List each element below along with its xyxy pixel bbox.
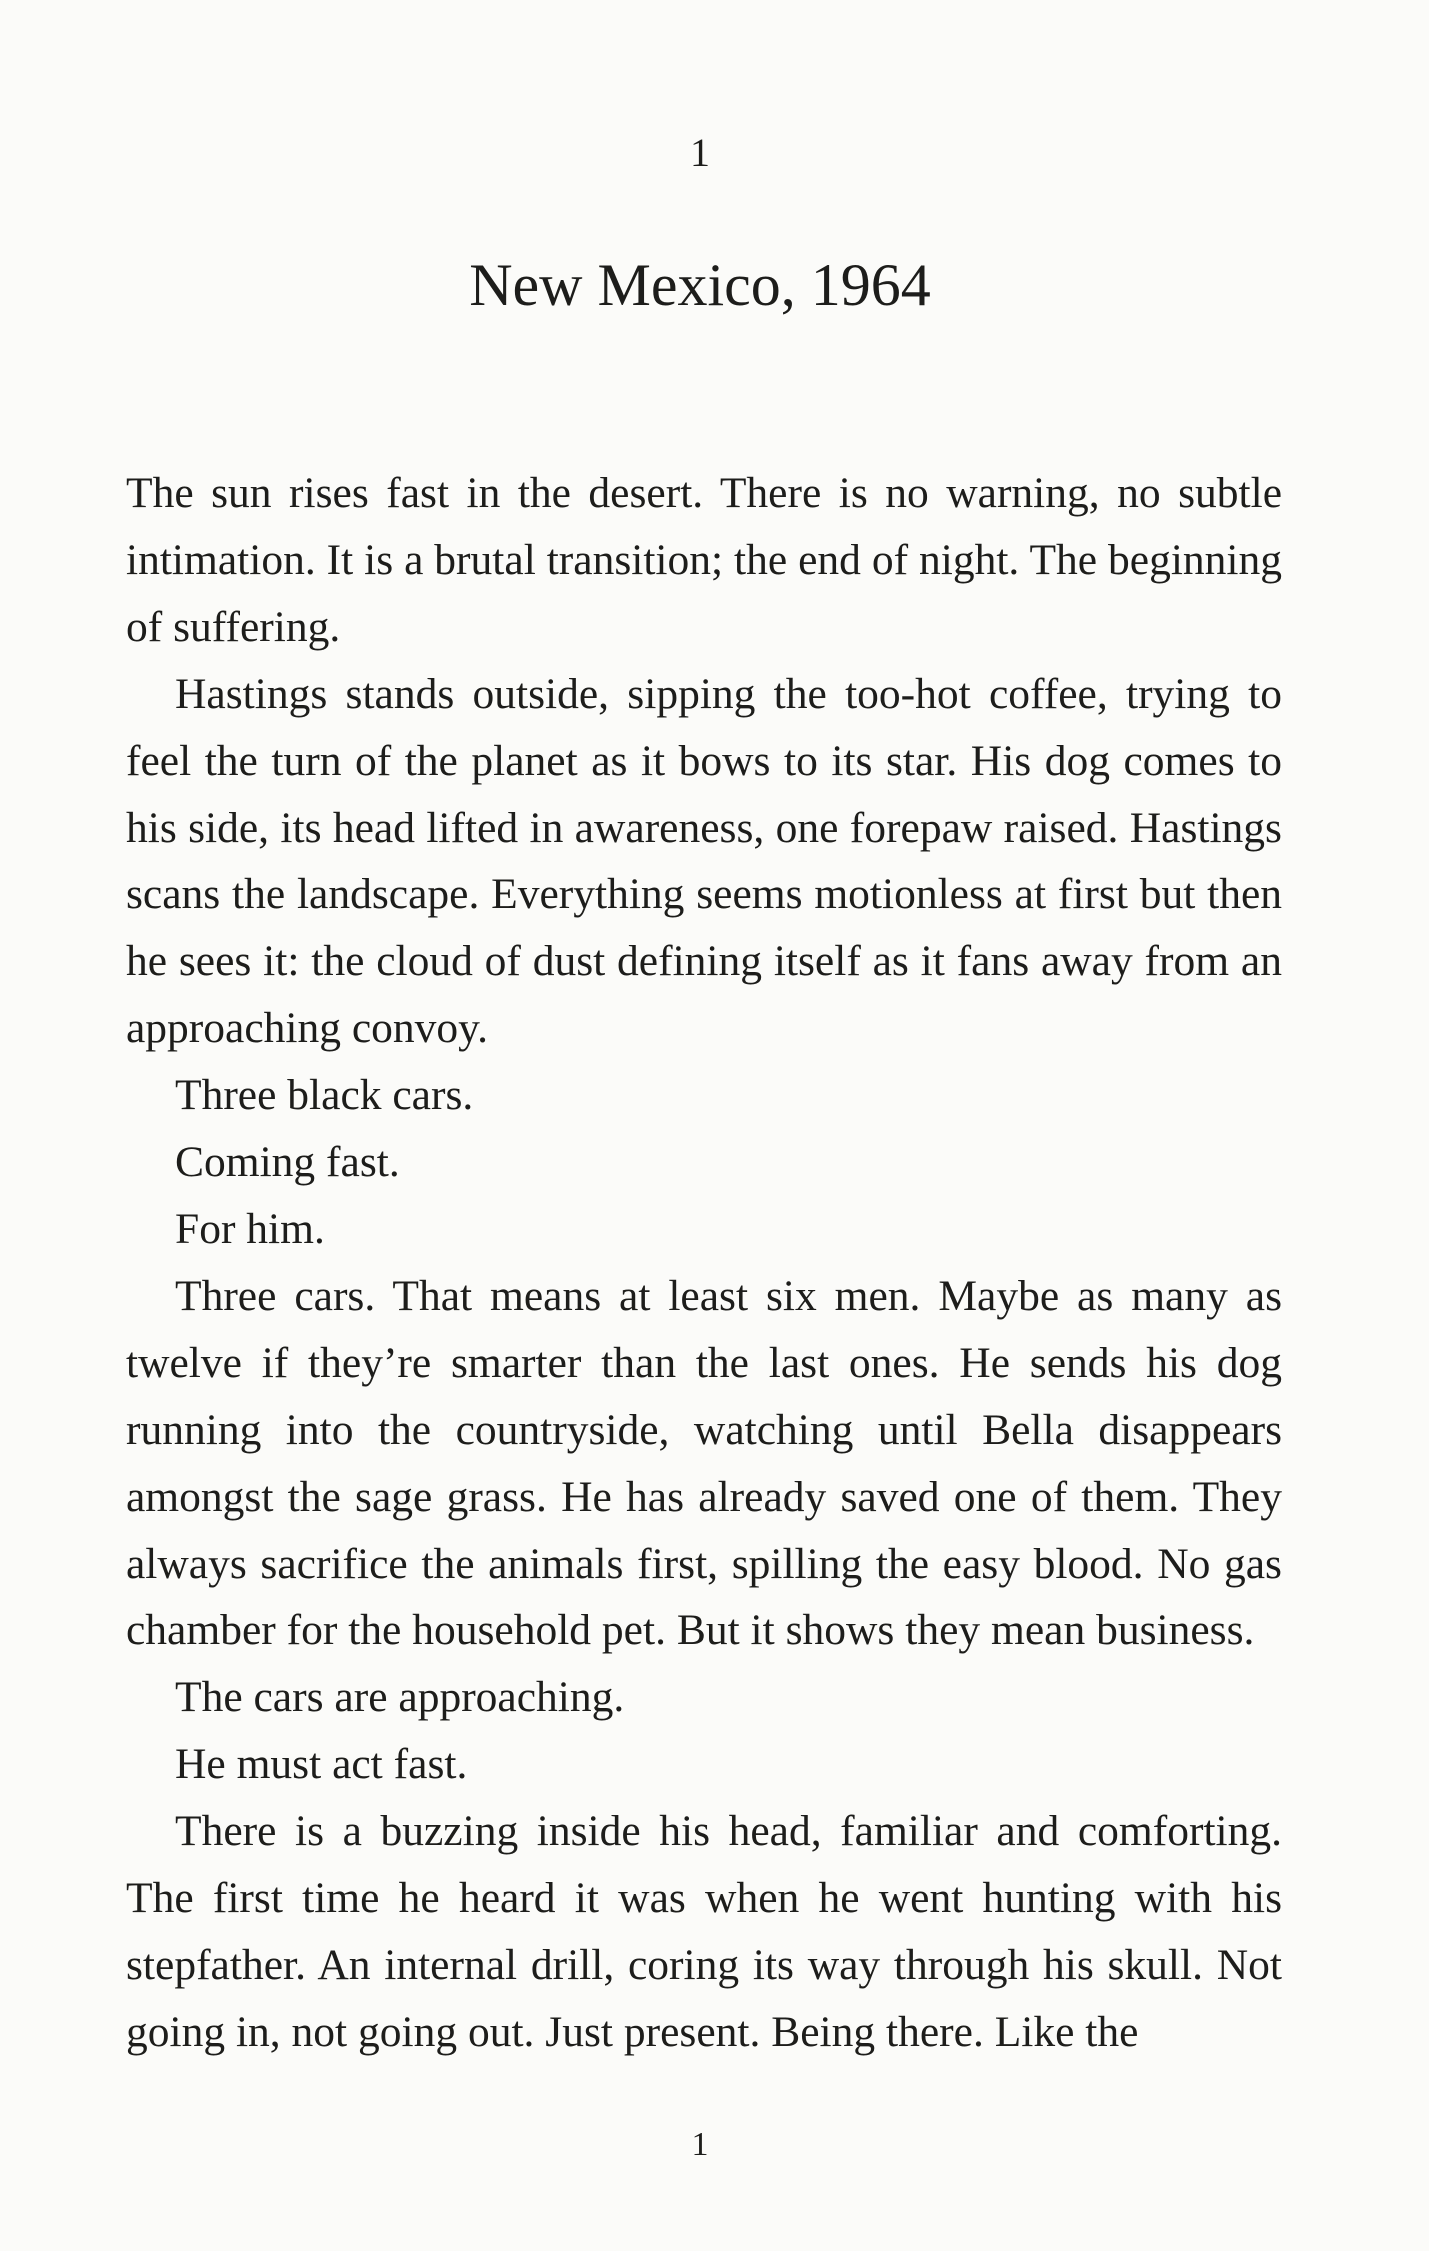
paragraph: Hastings stands outside, sipping the too-hot coffee, trying to feel the turn of the planet as it bows to its star. His dog comes to his side, its head lifted in awareness, one forepaw raised. Hastings scans the landscape. Everything seems motionless at first but then he sees it: the cloud of dust defining itself as it fans away from an approaching convoy. xyxy=(126,669,1282,1053)
body-text xyxy=(126,460,1282,2066)
paragraph: Three cars. That means at least six men. Maybe as many as twelve if they’re smarter than the last ones. He sends his dog running into the countryside, watching until Bella disappears amongst the sage grass. He has already saved one of them. They always sacrifice the animals first, spilling the easy blood. No gas chamber for the household pet. But it shows they mean business. xyxy=(126,1271,1282,1655)
paragraph: Three black cars. xyxy=(175,1071,474,1120)
page-number: 1 xyxy=(691,2126,709,2163)
paragraph: The cars are approaching. xyxy=(175,1673,625,1722)
paragraph: For him. xyxy=(175,1204,325,1253)
paragraph: There is a buzzing inside his head, familiar and comforting. The first time he heard it was when he went hunting with his stepfather. An internal drill, coring its way through his skull. Not going in, not going out. Just present. Being there. Like the xyxy=(126,1807,1282,2056)
paragraph: Coming fast. xyxy=(175,1138,400,1187)
paragraph: The sun rises fast in the desert. There is no warning, no subtle intimation. It is a brutal transition; the end of night. The beginning of suffering. xyxy=(126,469,1282,651)
chapter-number: 1 xyxy=(690,130,710,175)
paragraph: He must act fast. xyxy=(175,1740,468,1789)
chapter-title: New Mexico, 1964 xyxy=(469,252,931,318)
